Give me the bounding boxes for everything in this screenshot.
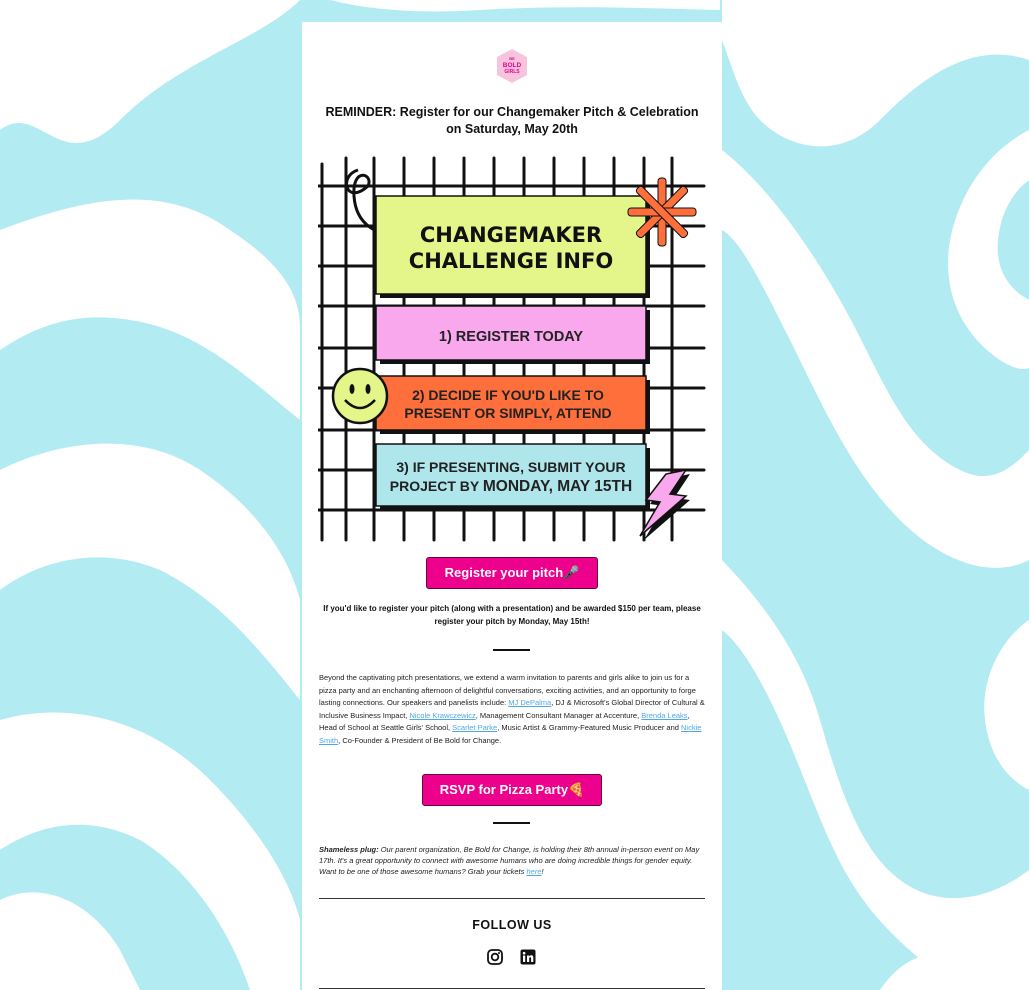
speaker-link-nickie-smith[interactable]: Nickie Smith <box>319 723 702 745</box>
step-3-line-1: 3) IF PRESENTING, SUBMIT YOUR <box>396 459 626 475</box>
smiley-face-icon <box>333 369 387 423</box>
description-text-2: , DJ & Microsoft's Global Director of Cultural & Inclusive Business Impact, <box>319 698 705 720</box>
footer-divider <box>319 898 705 899</box>
hero-title-line-2: CHALLENGE INFO <box>408 249 614 273</box>
speaker-link-brenda-leaks[interactable]: Brenda Leaks <box>641 710 688 720</box>
step-3-line-2a: PROJECT BY <box>389 478 483 494</box>
linkedin-icon[interactable] <box>520 949 536 965</box>
changemaker-challenge-graphic <box>318 156 706 548</box>
description-text-5: , Music Artist & Grammy-Featured Music Producer and <box>497 723 682 733</box>
divider-dash <box>493 822 530 824</box>
tickets-link[interactable]: here <box>526 867 542 876</box>
event-description <box>319 672 705 748</box>
step-2-line-1: 2) DECIDE IF YOU'D LIKE TO <box>412 387 604 403</box>
register-pitch-button[interactable]: Register your pitch🎤 <box>426 557 598 589</box>
logo-line-3: GIRLS <box>504 69 520 75</box>
plug-tail: ! <box>541 867 544 876</box>
divider-dash <box>493 649 530 651</box>
pitch-award-note: If you'd like to register your pitch (along with a presentation) and be awarded $150 per team, please register your pitch by Monday, May 15th! <box>323 604 701 626</box>
instagram-icon[interactable] <box>487 949 503 965</box>
email-card <box>302 22 722 990</box>
step-2-box <box>376 376 646 430</box>
step-3-box <box>376 444 646 506</box>
rsvp-pizza-party-button[interactable]: RSVP for Pizza Party🍕 <box>422 774 602 806</box>
logo-line-2: BOLD <box>502 62 522 69</box>
speaker-link-nicole-krawczewicz[interactable]: Nicole Krawczewicz <box>409 710 476 720</box>
shameless-plug <box>319 844 705 877</box>
plug-text: Our parent organization, Be Bold for Change, is holding their 8th annual in-person event on May 17th. It's a great opportunity to connect with awesome humans who are doing incredible things for gender equity. Want to be one of those awesome humans? Grab your tickets <box>319 845 700 876</box>
plug-lead: Shameless plug: <box>319 845 379 854</box>
step-1-text: 1) REGISTER TODAY <box>438 329 584 345</box>
logo-line-1: BE <box>509 56 515 61</box>
footer-bottom-divider <box>319 988 705 989</box>
step-3-line-2 <box>390 478 632 495</box>
starburst-icon <box>628 178 696 246</box>
follow-us-heading: FOLLOW US <box>472 918 552 932</box>
step-2-line-2: PRESENT OR SIMPLY, ATTEND <box>404 405 612 421</box>
description-text-1: Beyond the captivating pitch presentations, we extend a warm invitation to parents and girls alike to join us for a pizza party and an enchanting afternoon of delightful conversations, exciting activities, and an opportunity to forge lasting connections. Our speakers and panelists include: <box>319 673 696 708</box>
description-text-4: , Head of School at Seattle Girls' School, <box>319 710 690 733</box>
description-text-3: , Management Consultant Manager at Accenture, <box>475 710 642 720</box>
email-heading: REMINDER: Register for our Changemaker Pitch & Celebration on Saturday, May 20th <box>325 105 699 136</box>
speaker-link-scarlet-parke[interactable]: Scarlet Parke <box>452 723 498 733</box>
speaker-link-mj-depalma[interactable]: MJ DePalma <box>508 698 552 708</box>
hero-title-line-1: CHANGEMAKER <box>419 223 603 247</box>
step-3-deadline: MONDAY, MAY 15TH <box>482 478 633 495</box>
be-bold-girls-logo <box>496 48 528 84</box>
description-text-6: , Co-Founder & President of Be Bold for Change. <box>338 735 502 745</box>
